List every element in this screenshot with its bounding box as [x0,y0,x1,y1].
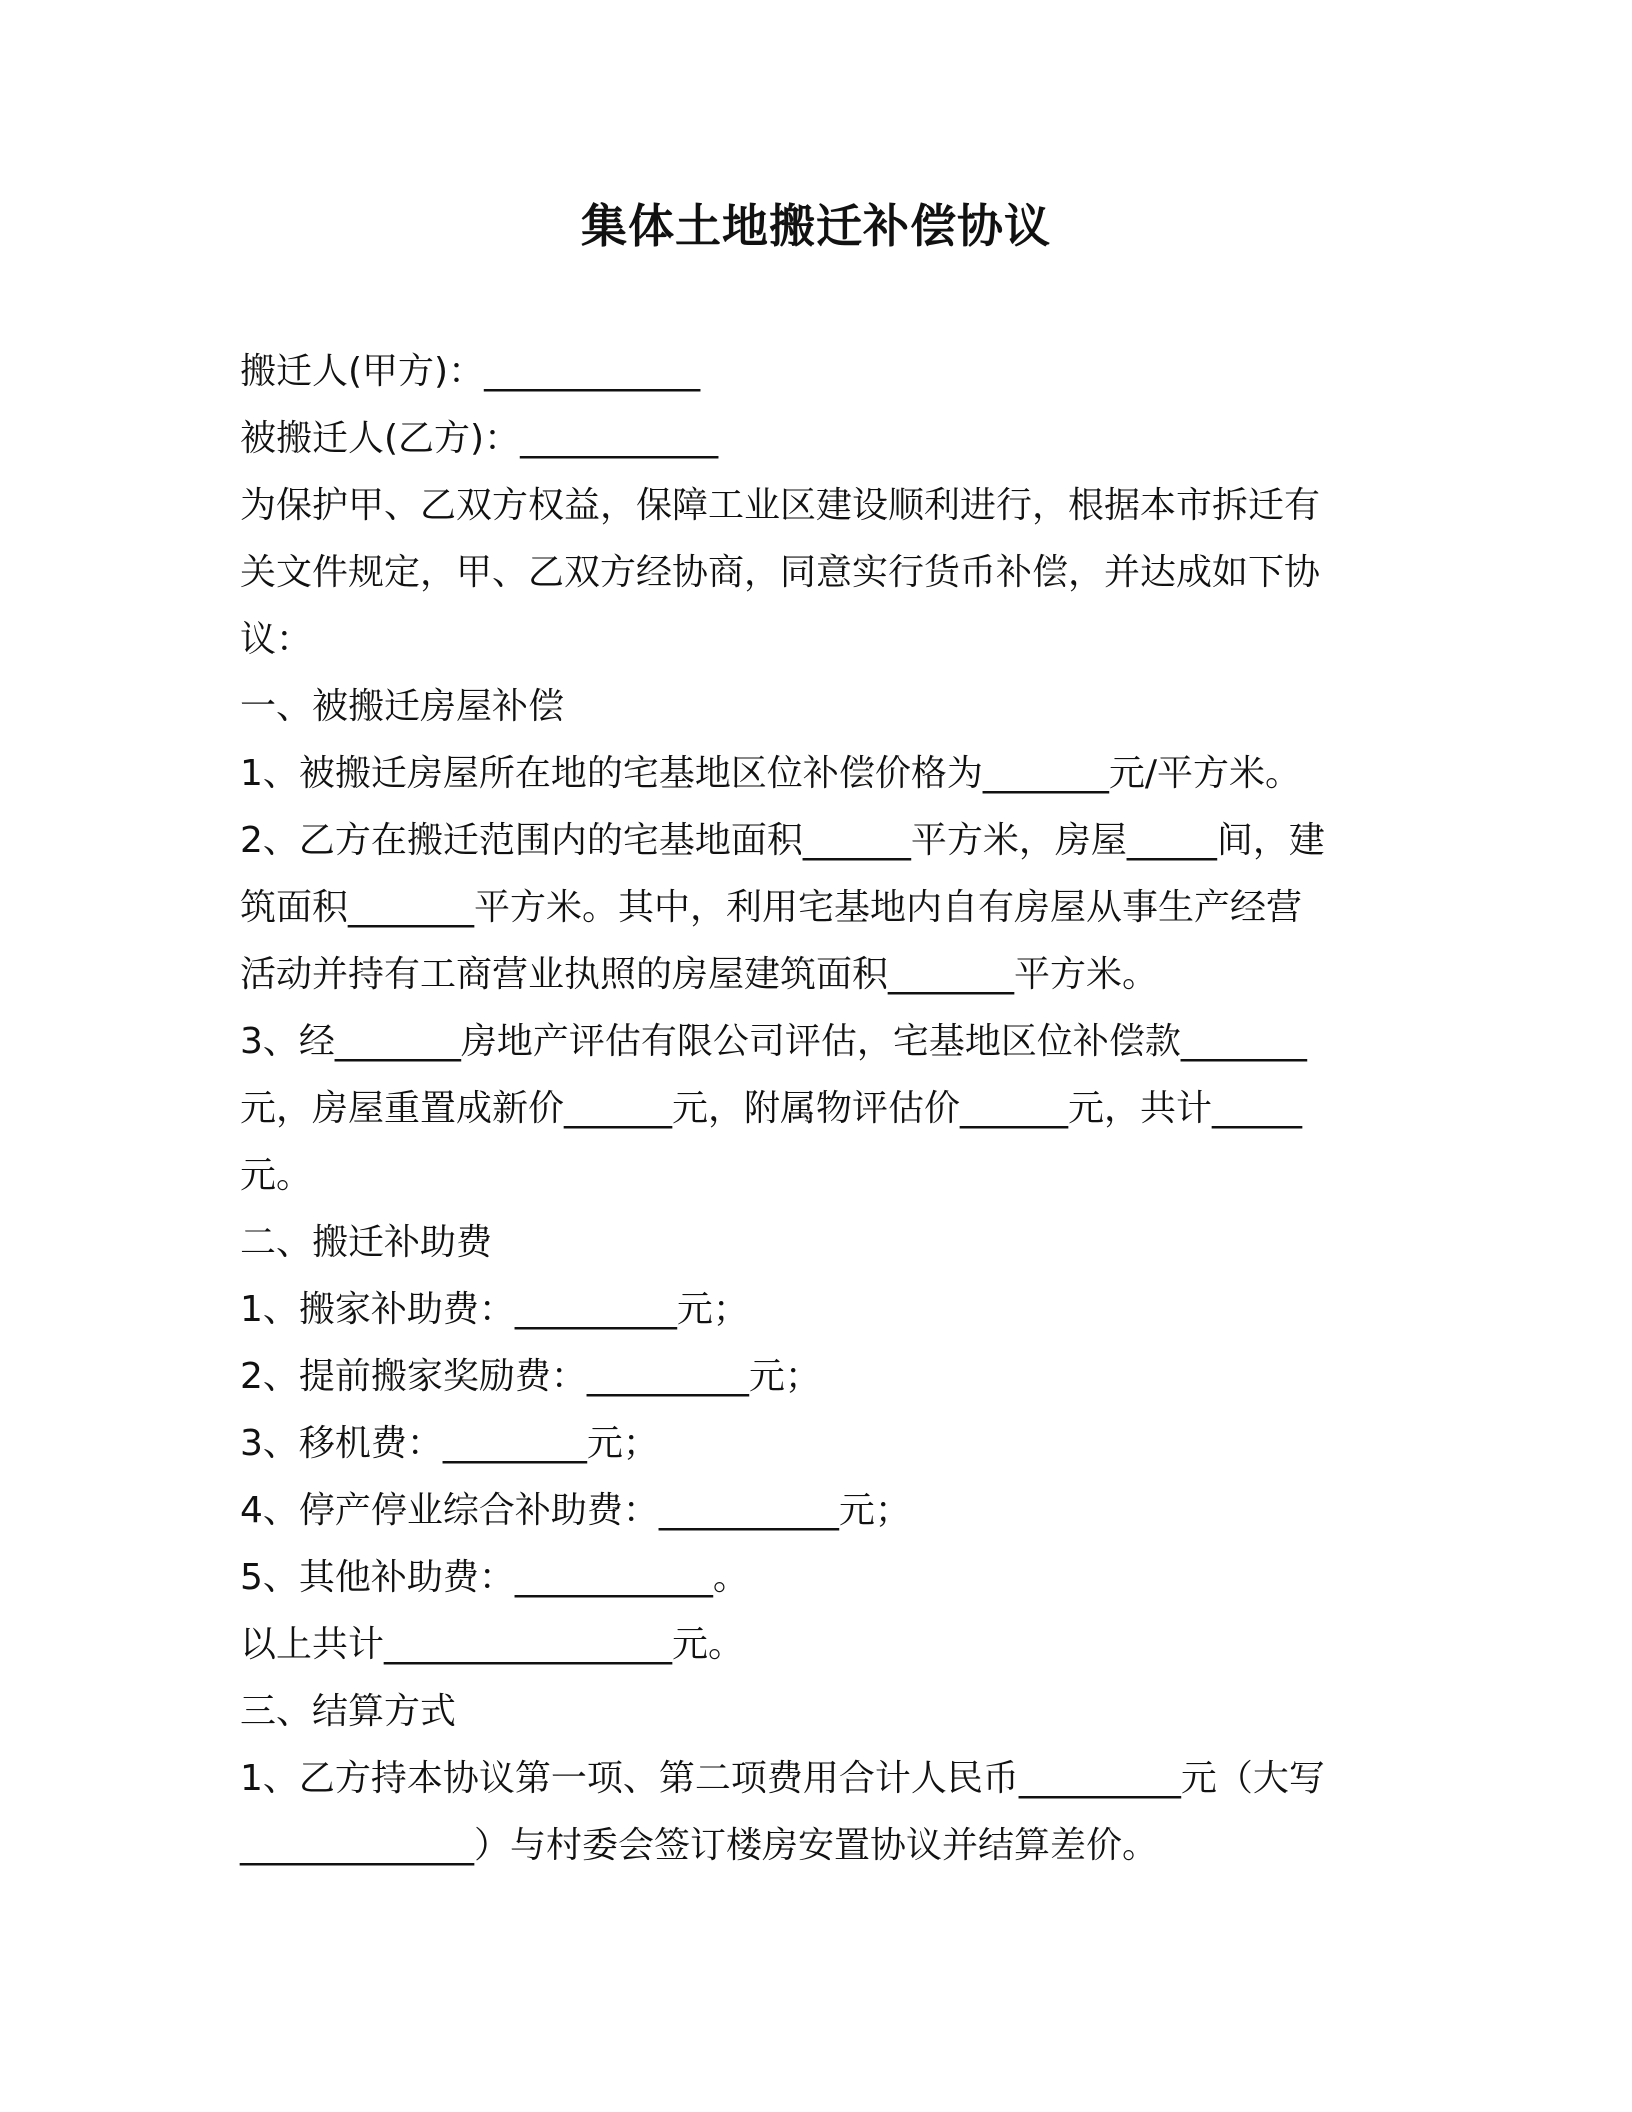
section-2-item-1: 1、搬家补助费：_________元； [240,1289,749,1330]
section-1-heading: 一、被搬迁房屋补偿 [240,686,565,727]
section-1-item-3-line-3: 元。 [240,1155,313,1196]
section-3-item-1-line-2: _____________）与村委会签订楼房安置协议并结算差价。 [240,1825,1159,1866]
section-2-item-3: 3、移机费：________元； [240,1423,659,1464]
section-2-total: 以上共计________________元。 [240,1624,745,1665]
party-b-line: 被搬迁人(乙方)：___________ [240,418,719,459]
section-3-item-1-line-1: 1、乙方持本协议第一项、第二项费用合计人民币_________元（大写 [240,1758,1325,1799]
section-2-item-5: 5、其他补助费：___________。 [240,1557,749,1598]
preamble-line-2: 关文件规定，甲、乙双方经协商，同意实行货币补偿，并达成如下协 [240,552,1321,593]
section-1-item-3-line-2: 元，房屋重置成新价______元，附属物评估价______元，共计_____ [240,1088,1303,1129]
section-2-item-4: 4、停产停业综合补助费：__________元； [240,1490,911,1531]
section-1-item-3-line-1: 3、经_______房地产评估有限公司评估，宅基地区位补偿款_______ [240,1021,1307,1062]
section-1-item-2-line-1: 2、乙方在搬迁范围内的宅基地面积______平方米，房屋_____间，建 [240,820,1325,861]
section-1-item-2-line-3: 活动并持有工商营业执照的房屋建筑面积_______平方米。 [240,954,1159,995]
document-title: 集体土地搬迁补偿协议 [581,199,1051,253]
section-2-heading: 二、搬迁补助费 [240,1222,493,1263]
section-1-item-1: 1、被搬迁房屋所在地的宅基地区位补偿价格为_______元/平方米。 [240,753,1302,794]
preamble-line-3: 议： [240,619,313,660]
document-body [240,338,1390,1879]
section-2-item-2: 2、提前搬家奖励费：_________元； [240,1356,821,1397]
section-1-item-2-line-2: 筑面积_______平方米。其中，利用宅基地内自有房屋从事生产经营 [240,887,1303,928]
section-3-heading: 三、结算方式 [240,1691,457,1732]
party-a-line: 搬迁人(甲方)：____________ [240,351,701,392]
preamble-line-1: 为保护甲、乙双方权益，保障工业区建设顺利进行，根据本市拆迁有 [240,485,1321,526]
